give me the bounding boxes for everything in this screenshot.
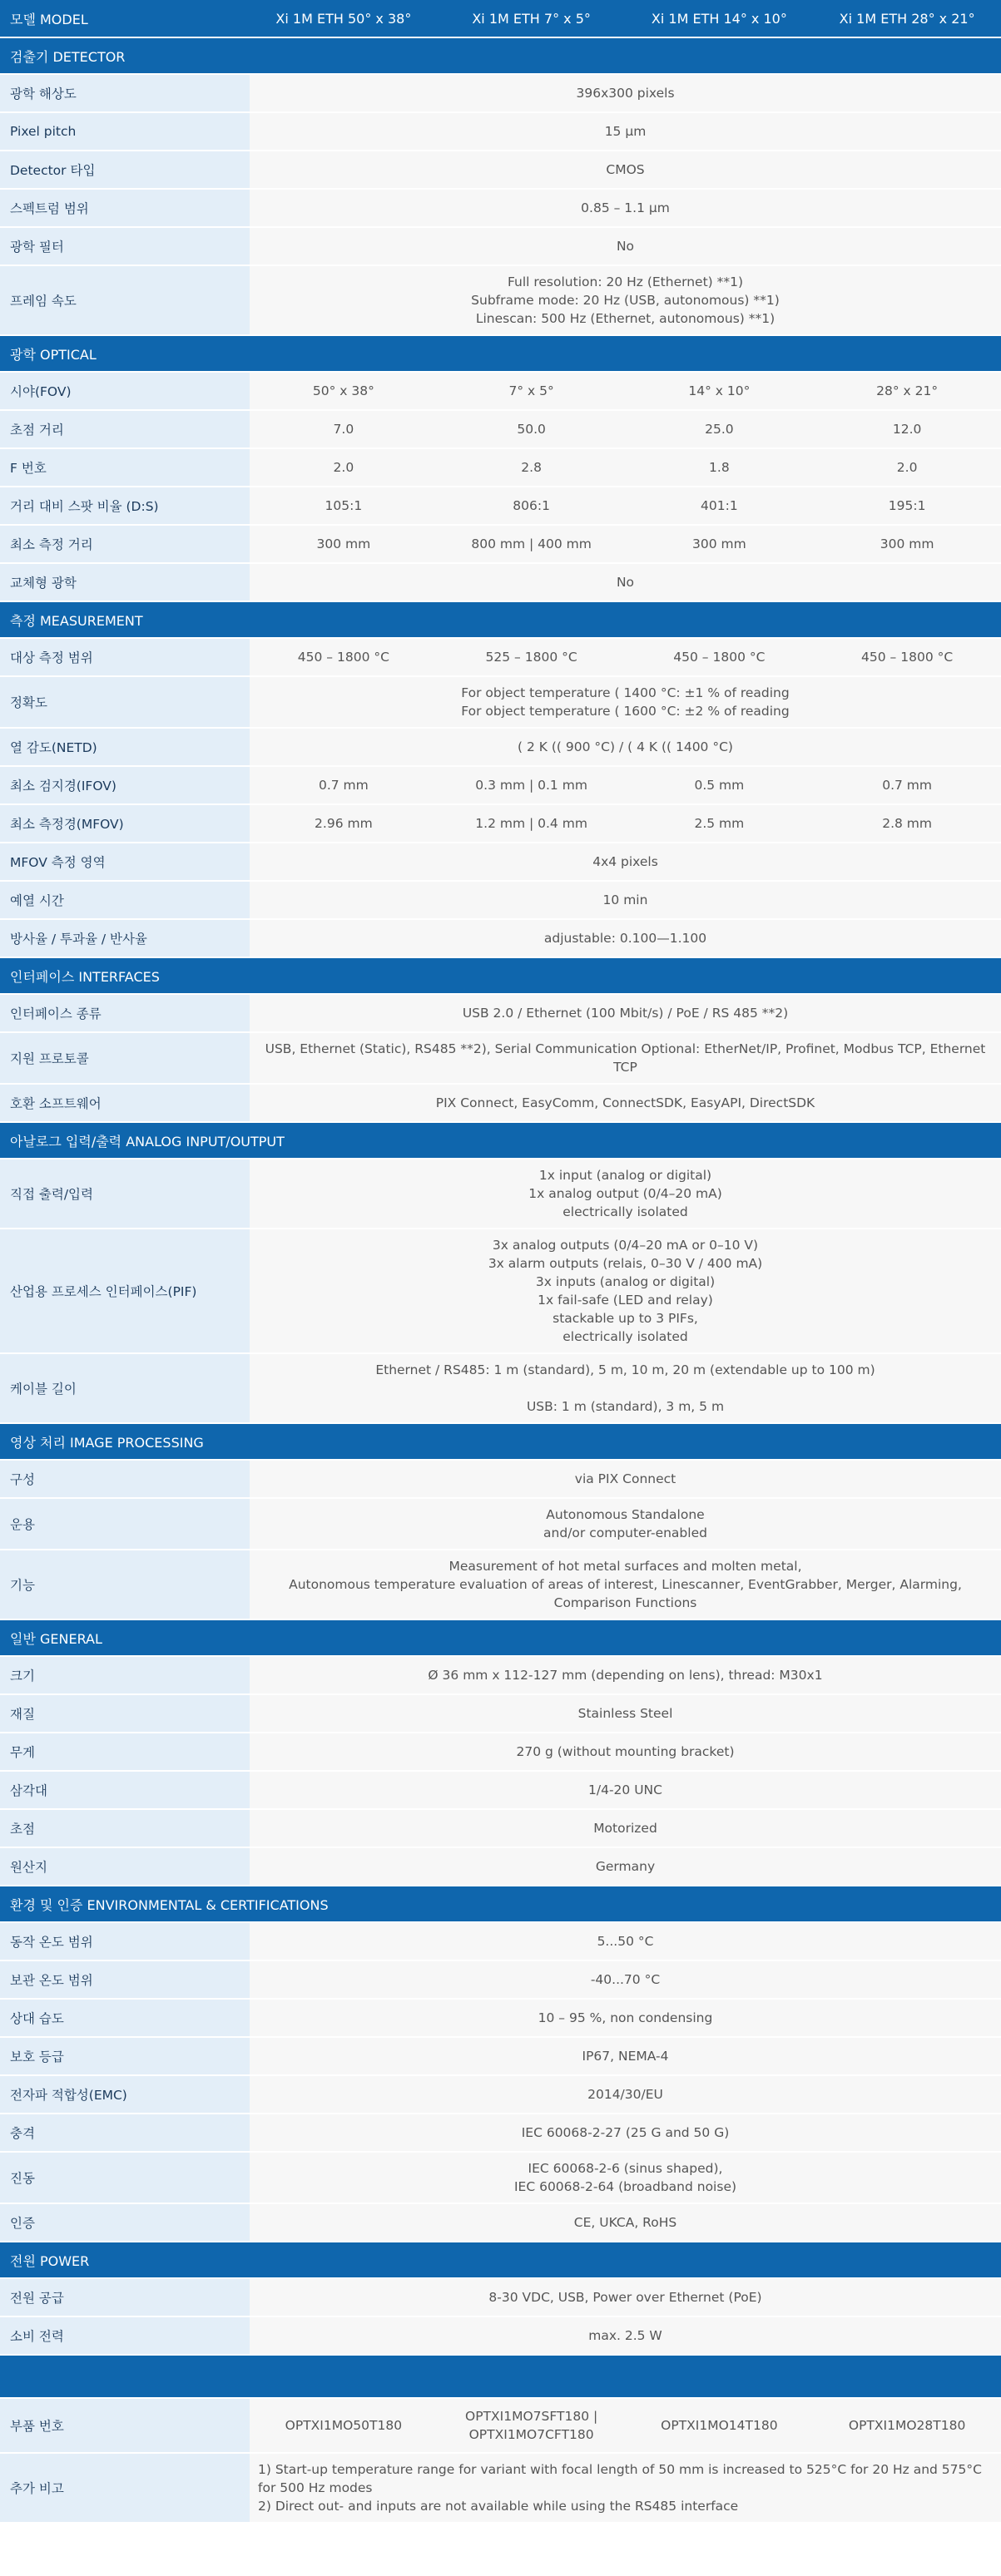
spec-row <box>0 881 1001 919</box>
spec-row <box>0 2278 1001 2316</box>
spec-label: 인증 <box>0 2203 250 2242</box>
spec-row <box>0 227 1001 265</box>
spec-label: 대상 측정 범위 <box>0 638 250 676</box>
spec-value: 0.85 – 1.1 μm <box>250 189 1001 227</box>
spec-value: CMOS <box>250 151 1001 189</box>
spec-value: 2.0 <box>250 448 438 487</box>
spec-label: 케이블 길이 <box>0 1353 250 1423</box>
spec-label: 열 감도(NETD) <box>0 728 250 766</box>
spec-row <box>0 1353 1001 1423</box>
spec-value: 525 – 1800 °C <box>438 638 626 676</box>
spec-value: 50.0 <box>438 410 626 448</box>
spec-value: 7° x 5° <box>438 372 626 410</box>
spec-row <box>0 1032 1001 1084</box>
spec-label: 재질 <box>0 1694 250 1733</box>
spec-value: 450 – 1800 °C <box>626 638 814 676</box>
spec-row <box>0 1550 1001 1619</box>
spec-row <box>0 1460 1001 1498</box>
spec-value: 396x300 pixels <box>250 74 1001 112</box>
spec-value: 5...50 °C <box>250 1922 1001 1960</box>
section-header <box>0 1619 1001 1656</box>
spec-value: IEC 60068-2-6 (sinus shaped), IEC 60068-2-64 (broadband noise) <box>250 2152 1001 2203</box>
spec-value: 806:1 <box>438 487 626 525</box>
spec-value: 2.5 mm <box>626 804 814 843</box>
spec-value: 2.96 mm <box>250 804 438 843</box>
spec-label: 보호 등급 <box>0 2037 250 2075</box>
spec-value: 8-30 VDC, USB, Power over Ethernet (PoE) <box>250 2278 1001 2316</box>
spec-value: 28° x 21° <box>813 372 1001 410</box>
spec-value: 1/4-20 UNC <box>250 1771 1001 1809</box>
spec-value: 300 mm <box>813 525 1001 563</box>
spec-label: 초점 거리 <box>0 410 250 448</box>
section-title: 인터페이스 INTERFACES <box>0 957 1001 994</box>
model-name: Xi 1M ETH 28° x 21° <box>813 0 1001 37</box>
spec-row <box>0 2037 1001 2075</box>
spec-value: 14° x 10° <box>626 372 814 410</box>
spec-value: 0.7 mm <box>813 766 1001 804</box>
spec-label: 예열 시간 <box>0 881 250 919</box>
spec-label: 지원 프로토콜 <box>0 1032 250 1084</box>
spec-label: 인터페이스 종류 <box>0 994 250 1032</box>
spec-value: Germany <box>250 1847 1001 1886</box>
spec-label: 호환 소프트웨어 <box>0 1084 250 1122</box>
spec-row <box>0 2075 1001 2114</box>
spec-row <box>0 843 1001 881</box>
spec-value: USB, Ethernet (Static), RS485 **2), Serial Communication Optional: EtherNet/IP, Profinet, Modbus TCP, Ethernet TCP <box>250 1032 1001 1084</box>
spec-value: 2.8 mm <box>813 804 1001 843</box>
spec-value: OPTXI1MO7SFT180 | OPTXI1MO7CFT180 <box>438 2398 626 2453</box>
spec-label: 초점 <box>0 1809 250 1847</box>
spec-label: 광학 필터 <box>0 227 250 265</box>
spec-value: 2.0 <box>813 448 1001 487</box>
spec-row <box>0 728 1001 766</box>
spec-label: 진동 <box>0 2152 250 2203</box>
spec-row <box>0 994 1001 1032</box>
spec-value: 450 – 1800 °C <box>813 638 1001 676</box>
spec-value: 1) Start-up temperature range for variant with focal length of 50 mm is increased to 525°C for 20 Hz and 575°C for 500 Hz modes 2) Direct out- and inputs are not available while using the RS485 interface <box>250 2453 1001 2523</box>
spec-row <box>0 919 1001 957</box>
spec-value: 401:1 <box>626 487 814 525</box>
spec-row <box>0 112 1001 151</box>
spec-label: 직접 출력/입력 <box>0 1159 250 1229</box>
spec-label: MFOV 측정 영역 <box>0 843 250 881</box>
spec-value: 25.0 <box>626 410 814 448</box>
model-name: Xi 1M ETH 50° x 38° <box>250 0 438 37</box>
section-title: 전원 POWER <box>0 2242 1001 2278</box>
spec-value: 105:1 <box>250 487 438 525</box>
spec-value: 1.8 <box>626 448 814 487</box>
spec-label: Pixel pitch <box>0 112 250 151</box>
model-header-row <box>0 0 1001 37</box>
spec-row <box>0 1229 1001 1353</box>
spec-row <box>0 1084 1001 1122</box>
spec-value: 3x analog outputs (0/4–20 mA or 0–10 V) 3x alarm outputs (relais, 0–30 V / 400 mA) 3x inputs (analog or digital) 1x fail-safe (LED and relay) stackable up to 3 PIFs, electrically isolated <box>250 1229 1001 1353</box>
spec-label: 부품 번호 <box>0 2398 250 2453</box>
model-name: Xi 1M ETH 14° x 10° <box>626 0 814 37</box>
section-header <box>0 37 1001 74</box>
spec-value: USB 2.0 / Ethernet (100 Mbit/s) / PoE / RS 485 **2) <box>250 994 1001 1032</box>
spec-row <box>0 804 1001 843</box>
spec-label: 동작 온도 범위 <box>0 1922 250 1960</box>
spec-label: 프레임 속도 <box>0 265 250 335</box>
spec-row <box>0 638 1001 676</box>
spec-value: PIX Connect, EasyComm, ConnectSDK, EasyAPI, DirectSDK <box>250 1084 1001 1122</box>
spec-value: 7.0 <box>250 410 438 448</box>
spec-row <box>0 2114 1001 2152</box>
spec-row <box>0 1694 1001 1733</box>
model-header-label: 모델 MODEL <box>0 0 250 37</box>
spec-label: F 번호 <box>0 448 250 487</box>
spec-row <box>0 563 1001 601</box>
spec-row <box>0 1960 1001 1999</box>
spec-value: 10 – 95 %, non condensing <box>250 1999 1001 2037</box>
spec-row <box>0 448 1001 487</box>
spec-label: 방사율 / 투과율 / 반사율 <box>0 919 250 957</box>
spec-row <box>0 1771 1001 1809</box>
spec-value: Ethernet / RS485: 1 m (standard), 5 m, 10 m, 20 m (extendable up to 100 m) USB: 1 m (standard), 3 m, 5 m <box>250 1353 1001 1423</box>
spec-row <box>0 2453 1001 2523</box>
spec-value: Ø 36 mm x 112-127 mm (depending on lens), thread: M30x1 <box>250 1656 1001 1694</box>
spec-label: 시야(FOV) <box>0 372 250 410</box>
spec-value: Full resolution: 20 Hz (Ethernet) **1) Subframe mode: 20 Hz (USB, autonomous) **1) Linescan: 500 Hz (Ethernet, autonomous) **1) <box>250 265 1001 335</box>
spec-value: OPTXI1MO28T180 <box>813 2398 1001 2453</box>
spec-value: -40...70 °C <box>250 1960 1001 1999</box>
spec-row <box>0 525 1001 563</box>
spec-row <box>0 1498 1001 1550</box>
spec-value: 4x4 pixels <box>250 843 1001 881</box>
spec-value: max. 2.5 W <box>250 2316 1001 2355</box>
spec-row <box>0 1999 1001 2037</box>
spec-value: IEC 60068-2-27 (25 G and 50 G) <box>250 2114 1001 2152</box>
spec-value: ( 2 K (( 900 °C) / ( 4 K (( 1400 °C) <box>250 728 1001 766</box>
spec-label: 최소 검지경(IFOV) <box>0 766 250 804</box>
spec-label: 교체형 광학 <box>0 563 250 601</box>
spec-value: 0.7 mm <box>250 766 438 804</box>
spec-value: 450 – 1800 °C <box>250 638 438 676</box>
spec-value: 195:1 <box>813 487 1001 525</box>
spec-value: Stainless Steel <box>250 1694 1001 1733</box>
section-title: 검출기 DETECTOR <box>0 37 1001 74</box>
spec-value: For object temperature ( 1400 °C: ±1 % of reading For object temperature ( 1600 °C: ±2 % of reading <box>250 676 1001 728</box>
spec-value: CE, UKCA, RoHS <box>250 2203 1001 2242</box>
spec-value: No <box>250 563 1001 601</box>
spec-row <box>0 676 1001 728</box>
spec-label: 충격 <box>0 2114 250 2152</box>
spec-value: 15 μm <box>250 112 1001 151</box>
spec-value: 12.0 <box>813 410 1001 448</box>
spec-value: 50° x 38° <box>250 372 438 410</box>
spec-value: 1x input (analog or digital) 1x analog output (0/4–20 mA) electrically isolated <box>250 1159 1001 1229</box>
spec-label: Detector 타입 <box>0 151 250 189</box>
spec-value: 800 mm | 400 mm <box>438 525 626 563</box>
spec-body <box>0 37 1001 2523</box>
spec-label: 구성 <box>0 1460 250 1498</box>
spec-value: Autonomous Standalone and/or computer-enabled <box>250 1498 1001 1550</box>
section-header <box>0 2242 1001 2278</box>
spec-value: OPTXI1MO50T180 <box>250 2398 438 2453</box>
spec-row <box>0 766 1001 804</box>
spec-value: No <box>250 227 1001 265</box>
spec-label: 최소 측정경(MFOV) <box>0 804 250 843</box>
spec-label: 상대 습도 <box>0 1999 250 2037</box>
spec-value: 300 mm <box>250 525 438 563</box>
spec-row <box>0 410 1001 448</box>
spec-label: 운용 <box>0 1498 250 1550</box>
spec-row <box>0 2152 1001 2203</box>
section-title: 영상 처리 IMAGE PROCESSING <box>0 1423 1001 1460</box>
spec-value: IP67, NEMA-4 <box>250 2037 1001 2075</box>
section-header <box>0 2355 1001 2398</box>
section-title: 측정 MEASUREMENT <box>0 601 1001 638</box>
spec-label: 기능 <box>0 1550 250 1619</box>
spec-row <box>0 2203 1001 2242</box>
spec-row <box>0 372 1001 410</box>
spec-value: Motorized <box>250 1809 1001 1847</box>
section-header <box>0 1122 1001 1159</box>
section-title: 일반 GENERAL <box>0 1619 1001 1656</box>
spec-row <box>0 2398 1001 2453</box>
spec-value: 1.2 mm | 0.4 mm <box>438 804 626 843</box>
spec-value: 0.3 mm | 0.1 mm <box>438 766 626 804</box>
spec-row <box>0 487 1001 525</box>
spec-row <box>0 1733 1001 1771</box>
spec-label: 스펙트럼 범위 <box>0 189 250 227</box>
spec-label: 크기 <box>0 1656 250 1694</box>
section-title <box>0 2355 1001 2398</box>
spec-label: 전원 공급 <box>0 2278 250 2316</box>
section-title: 아날로그 입력/출력 ANALOG INPUT/OUTPUT <box>0 1122 1001 1159</box>
spec-value: via PIX Connect <box>250 1460 1001 1498</box>
spec-row <box>0 265 1001 335</box>
spec-label: 원산지 <box>0 1847 250 1886</box>
spec-value: 2.8 <box>438 448 626 487</box>
spec-row <box>0 1847 1001 1886</box>
spec-label: 추가 비고 <box>0 2453 250 2523</box>
spec-label: 무게 <box>0 1733 250 1771</box>
section-header <box>0 1423 1001 1460</box>
spec-value: Measurement of hot metal surfaces and molten metal, Autonomous temperature evaluation of areas of interest, Linescanner, EventGrabber, Merger, Alarming, Comparison Functions <box>250 1550 1001 1619</box>
spec-label: 최소 측정 거리 <box>0 525 250 563</box>
spec-row <box>0 1922 1001 1960</box>
spec-label: 광학 해상도 <box>0 74 250 112</box>
section-title: 환경 및 인증 ENVIRONMENTAL & CERTIFICATIONS <box>0 1886 1001 1922</box>
section-header <box>0 335 1001 372</box>
spec-value: OPTXI1MO14T180 <box>626 2398 814 2453</box>
spec-value: 10 min <box>250 881 1001 919</box>
spec-label: 산업용 프로세스 인터페이스(PIF) <box>0 1229 250 1353</box>
spec-value: 270 g (without mounting bracket) <box>250 1733 1001 1771</box>
spec-label: 거리 대비 스팟 비율 (D:S) <box>0 487 250 525</box>
spec-row <box>0 1656 1001 1694</box>
spec-label: 전자파 적합성(EMC) <box>0 2075 250 2114</box>
spec-label: 소비 전력 <box>0 2316 250 2355</box>
spec-label: 보관 온도 범위 <box>0 1960 250 1999</box>
spec-value: adjustable: 0.100—1.100 <box>250 919 1001 957</box>
spec-value: 300 mm <box>626 525 814 563</box>
spec-row <box>0 1809 1001 1847</box>
spec-row <box>0 1159 1001 1229</box>
spec-value: 0.5 mm <box>626 766 814 804</box>
section-header <box>0 1886 1001 1922</box>
section-header <box>0 957 1001 994</box>
section-header <box>0 601 1001 638</box>
spec-value: 2014/30/EU <box>250 2075 1001 2114</box>
spec-row <box>0 189 1001 227</box>
section-title: 광학 OPTICAL <box>0 335 1001 372</box>
spec-label: 정확도 <box>0 676 250 728</box>
model-name: Xi 1M ETH 7° x 5° <box>438 0 626 37</box>
spec-row <box>0 151 1001 189</box>
spec-row <box>0 2316 1001 2355</box>
spec-label: 삼각대 <box>0 1771 250 1809</box>
spec-row <box>0 74 1001 112</box>
